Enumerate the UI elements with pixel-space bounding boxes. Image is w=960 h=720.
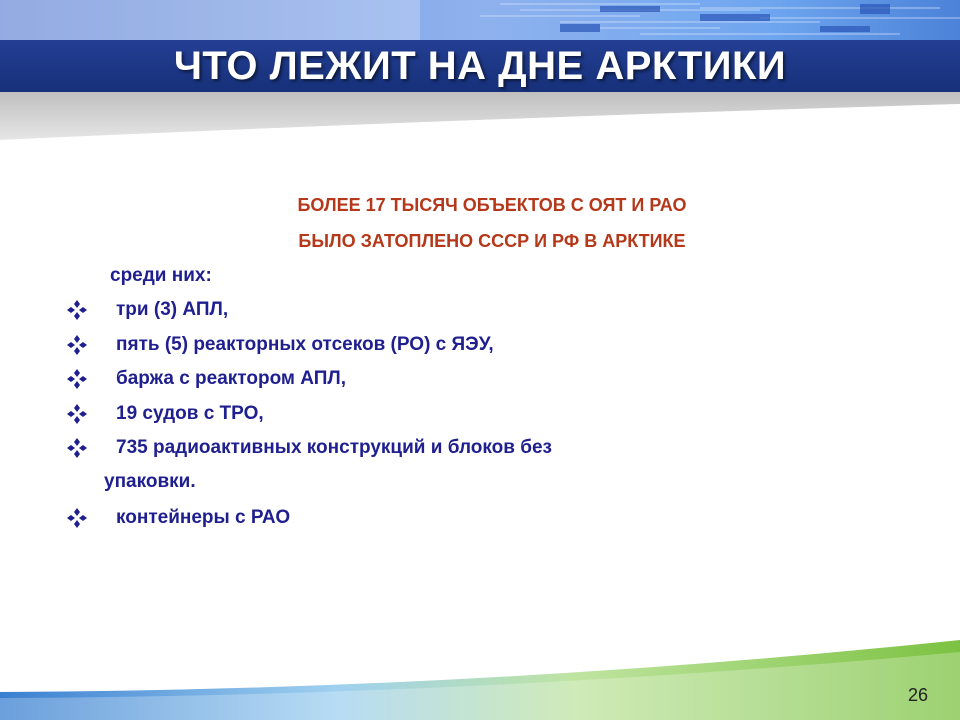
slide-title: ЧТО ЛЕЖИТ НА ДНЕ АРКТИКИ <box>173 44 787 88</box>
bullet-text: 19 судов с ТРО, <box>116 402 264 424</box>
bullet-text: три (3) АПЛ, <box>116 299 229 320</box>
diamond-bullet-icon <box>66 437 88 459</box>
diamond-bullet-icon <box>66 507 88 529</box>
diamond-bullet-icon <box>66 368 88 390</box>
bullet-text: 735 радиоактивных конструкций и блоков без <box>116 437 552 458</box>
bullet-text: пять (5) реакторных отсеков (РО) с ЯЭУ, <box>116 333 494 355</box>
bullet-continuation: упаковки. <box>104 471 196 492</box>
headline-line-1: БОЛЕЕ 17 ТЫСЯЧ ОБЪЕКТОВ С ОЯТ И РАО <box>297 195 687 215</box>
headline-line-2: БЫЛО ЗАТОПЛЕНО СССР И РФ В АРКТИКЕ <box>298 231 686 251</box>
diamond-bullet-icon <box>66 299 88 321</box>
diamond-bullet-icon <box>66 403 88 425</box>
list-intro: среди них: <box>110 265 212 286</box>
page-number: 26 <box>907 685 928 705</box>
bullet-text: баржа с реактором АПЛ, <box>116 368 346 389</box>
bullet-text: контейнеры с РАО <box>116 507 291 528</box>
diamond-bullet-icon <box>66 334 88 356</box>
footer-banner <box>0 640 960 720</box>
footer-background <box>0 640 960 720</box>
